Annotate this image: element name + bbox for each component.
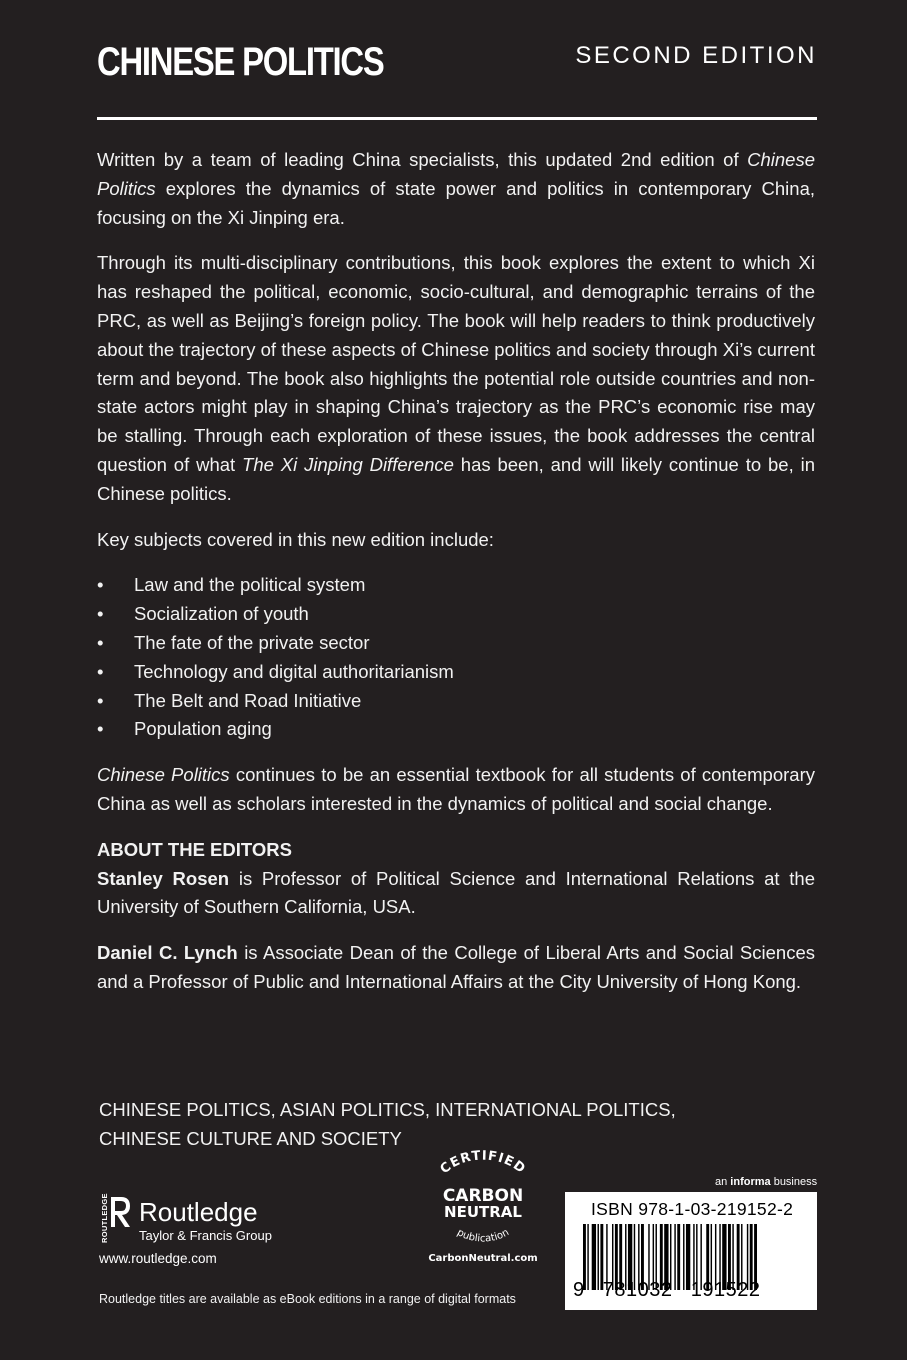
routledge-logo-icon	[97, 1193, 133, 1247]
bullet-icon: •	[97, 603, 104, 625]
svg-text:CarbonNeutral.com: CarbonNeutral.com	[428, 1253, 538, 1264]
isbn-label: ISBN 978-1-03-219152-2	[591, 1199, 794, 1219]
bullet-icon: •	[97, 574, 104, 596]
blurb-paragraph-4: Chinese Politics continues to be an essential textbook for all students of contemporary China as well as scholars interested in the dynamics of political and social change.	[97, 764, 815, 814]
list-item: • The fate of the private sector	[97, 629, 815, 658]
svg-text:publication: publication	[455, 1227, 511, 1245]
bullet-icon: •	[97, 631, 104, 653]
edition-label: SECOND EDITION	[575, 42, 817, 69]
bullet-icon: •	[97, 689, 104, 711]
editor-bio-rosen: Stanley Rosen is Professor of Political Science and International Relations at the University of Southern California, USA.	[97, 867, 815, 918]
blurb-paragraph-2: Through its multi-disciplinary contributions, this book explores the extent to which Xi has reshaped the political, economic, socio-cultural, and demographic terrains of the PRC, as well as Beijing’s foreign policy. The book will help readers to think productively about the trajectory of these aspects of Chinese politics and society through Xi’s current term and beyond. The book also highlights the potential role outside countries and non-state actors might play in shaping China’s trajectory as the PRC’s economic rise may be stalling. Through each exploration of these issues, the book addresses the central question of what The Xi Jinping Difference has been, and will likely continue to be, in Chinese politics.	[97, 252, 815, 504]
ebook-note: Routledge titles are available as eBook editions in a range of digital formats	[99, 1292, 516, 1306]
list-item: • Population aging	[97, 715, 815, 744]
title-italic: Chinese Politics	[97, 149, 815, 199]
blurb	[97, 146, 815, 1014]
svg-text:ROUTLEDGE: ROUTLEDGE	[100, 1193, 109, 1243]
bullet-icon: •	[97, 718, 104, 740]
key-subjects-list	[97, 571, 815, 744]
bullet-icon: •	[97, 660, 104, 682]
publisher-logo	[97, 1193, 297, 1273]
svg-text:NEUTRAL: NEUTRAL	[444, 1203, 522, 1221]
svg-text:CERTIFIED: CERTIFIED	[437, 1148, 529, 1178]
list-item: • Law and the political system	[97, 571, 815, 600]
carbon-neutral-badge	[418, 1146, 548, 1271]
svg-text:CARBON: CARBON	[442, 1186, 524, 1206]
blurb-paragraph-1: Written by a team of leading China specialists, this updated 2nd edition of Chinese Politics explores the dynamics of state power and politics in contemporary China, focusing on the Xi Jinping era.	[97, 149, 815, 228]
xi-difference-italic: The Xi Jinping Difference	[242, 453, 454, 475]
list-item: • The Belt and Road Initiative	[97, 687, 815, 716]
publisher-group: Taylor & Francis Group	[139, 1228, 272, 1243]
informa-tagline: an informa business	[715, 1176, 818, 1188]
list-item: • Technology and digital authoritarianism	[97, 658, 815, 687]
publisher-url: www.routledge.com	[99, 1251, 217, 1266]
publisher-name: Routledge	[139, 1197, 258, 1227]
book-title: CHINESE POLITICS	[97, 40, 384, 84]
subject-categories: CHINESE POLITICS, ASIAN POLITICS, INTERNATIONAL POLITICS, CHINESE CULTURE AND SOCIETY	[99, 1099, 676, 1149]
about-editors-heading: ABOUT THE EDITORS	[97, 838, 292, 860]
isbn-barcode	[565, 1192, 817, 1310]
editor-bio-lynch: Daniel C. Lynch is Associate Dean of the College of Liberal Arts and Social Sciences and a Professor of Public and International Affairs at the City University of Hong Kong.	[97, 942, 815, 992]
key-subjects-intro: Key subjects covered in this new edition include:	[97, 528, 494, 550]
list-item: • Socialization of youth	[97, 600, 815, 629]
barcode-digits: 9 781032 191522	[573, 1279, 761, 1301]
header-divider	[97, 117, 817, 120]
